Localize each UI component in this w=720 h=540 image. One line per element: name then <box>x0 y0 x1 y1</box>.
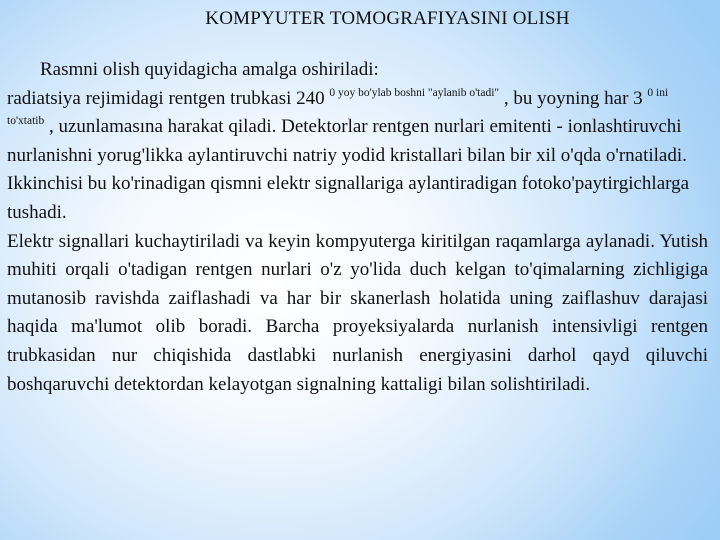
paragraph-1 <box>7 85 708 228</box>
intro-line: Rasmni olish quyidagicha amalga oshiriladi: <box>40 59 379 80</box>
paragraph-2: Elektr signallari kuchaytiriladi va keyin kompyuterga kiritilgan raqamlarga aylanadi. Yutish muhiti orqali o'tadigan rentgen nurlari o'z yo'lida duch kelgan to'qimalarning zichligiga mutanosib ravishda zaiflashadi va har bir skanerlash holatida uning zaiflashuv darajasi haqida ma'lumot olib boradi. Barcha proyeksiyalarda nurlanish intensivligi rentgen trubkasidan nur chiqishida dastlabki nurlanish energiyasini darhol qayd qiluvchi boshqaruvchi detektordan kelayotgan signalning kattaligi bilan solishtiriladi. <box>7 230 708 395</box>
superscript-stop-note: 0 ini to'xtatib <box>7 86 669 128</box>
slide-body <box>7 56 708 399</box>
slide-title: KOMPYUTER TOMOGRAFIYASINI OLISH <box>205 8 570 29</box>
paragraph-1-text-a: radiatsiya rejimidagi rentgen trubkasi 240 <box>7 87 330 109</box>
paragraph-1-text-c: , uzunlamasına harakat qiladi. Detektorlar rentgen nurlari emitenti - ionlashtiruvchi nurlanishni yorug'likka aylantiruvchi natriy yodid kristallari bilan bir xil o'qda o'rnatiladi. Ikkinchisi bu ko'rinadigan qismni elektr signallariga aylantiradigan fotoko'paytirgichlarga tushadi. <box>7 116 690 223</box>
superscript-arc-note: 0 yoy bo'ylab boshni "aylanib o'tadi" <box>329 86 500 99</box>
paragraph-1-text-b: , bu yoyning har 3 <box>499 87 648 109</box>
